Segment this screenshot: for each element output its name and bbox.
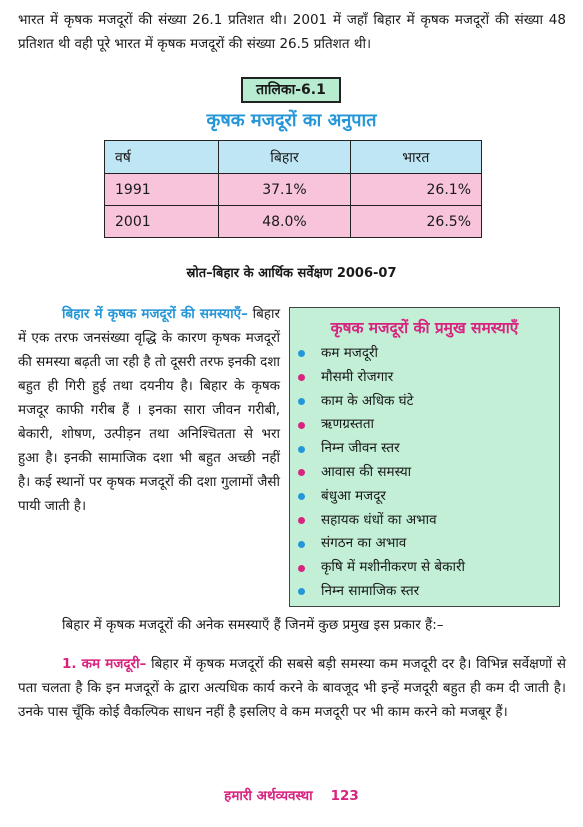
list-item: कम मजदूरी <box>298 342 559 366</box>
section-low-wages <box>18 652 566 724</box>
problems-heading: बिहार में कृषक मजदूरों की समस्याएँ– <box>62 306 248 322</box>
list-item: कृषि में मशीनीकरण से बेकारी <box>298 556 559 580</box>
bullet-icon <box>298 565 305 572</box>
table-cell: 2001 <box>105 206 219 238</box>
problems-box-title: कृषक मजदूरों की प्रमुख समस्याएँ <box>330 319 519 337</box>
table-header-row <box>105 141 482 174</box>
table-title: कृषक मजदूरों का अनुपात <box>206 110 377 131</box>
section-heading: 1. कम मजदूरी– <box>62 656 147 672</box>
table-cell: 26.1% <box>350 174 481 206</box>
bullet-icon <box>298 588 305 595</box>
list-item: बंधुआ मजदूर <box>298 485 559 509</box>
bullet-icon <box>298 350 305 357</box>
table-header-cell: भारत <box>350 141 481 174</box>
table-cell: 48.0% <box>219 206 350 238</box>
bullet-icon <box>298 422 305 429</box>
bullet-icon <box>298 517 305 524</box>
table-row <box>105 174 482 206</box>
problems-list <box>290 342 559 604</box>
list-item: काम के अधिक घंटे <box>298 390 559 414</box>
bullet-icon <box>298 446 305 453</box>
bullet-icon <box>298 493 305 500</box>
table-tag: तालिका-6.1 <box>241 77 341 103</box>
bullet-icon <box>298 469 305 476</box>
bullet-icon <box>298 541 305 548</box>
bullet-icon <box>298 398 305 405</box>
list-item: आवास की समस्या <box>298 461 559 485</box>
page-footer <box>0 786 583 804</box>
table-header-cell: वर्ष <box>105 141 219 174</box>
table-cell: 26.5% <box>350 206 481 238</box>
footer-title: हमारी अर्थव्यवस्था <box>224 788 313 804</box>
problems-paragraph <box>18 302 280 518</box>
list-item: मौसमी रोजगार <box>298 366 559 390</box>
problems-box <box>289 307 560 607</box>
table-cell: 1991 <box>105 174 219 206</box>
bullet-icon <box>298 374 305 381</box>
source-note: स्रोत–बिहार के आर्थिक सर्वेक्षण 2006-07 <box>186 266 397 281</box>
list-item: निम्न जीवन स्तर <box>298 437 559 461</box>
problems-text: बिहार में एक तरफ जनसंख्या वृद्धि के कारण कृषक मजदूरों की समस्या बढ़ती जा रही है तो दूसरी तरफ इनकी दशा बहुत ही गिरी हुई तथा दयनीय है। बिहार के कृषक मजदूर काफी गरीब हैं । इनका सारा जीवन गरीबी, बेकारी, शोषण, उत्पीड़न तथा अनिश्चितता से भरा हुआ है। इनकी सामाजिक दशा भी बहुत अच्छी नहीं है। कई स्थानों पर कृषक मजदूरों की दशा गुलामों जैसी पायी जाती है। <box>18 306 280 514</box>
data-table <box>104 140 482 238</box>
list-item: संगठन का अभाव <box>298 532 559 556</box>
list-item: ऋणग्रस्तता <box>298 413 559 437</box>
section-text: बिहार में कृषक मजदूरों की सबसे बड़ी समस्या कम मजदूरी दर है। विभिन्न सर्वेक्षणों से पता चलता है कि इन मजदूरों के द्वारा अत्यधिक कार्य करने के बावजूद भी इन्हें मजदूरी बहुत ही कम दी जाती है। उनके पास चूँकि कोई वैकल्पिक साधन नहीं है इसलिए वे कम मजदूरी पर भी काम करने को मजबूर हैं। <box>18 656 566 720</box>
transition-paragraph <box>18 613 566 637</box>
list-item: सहायक धंधों का अभाव <box>298 509 559 533</box>
table-header-cell: बिहार <box>219 141 350 174</box>
list-item: निम्न सामाजिक स्तर <box>298 580 559 604</box>
table-cell: 37.1% <box>219 174 350 206</box>
table-row <box>105 206 482 238</box>
transition-text: बिहार में कृषक मजदूरों की अनेक समस्याएँ हैं जिनमें कुछ प्रमुख इस प्रकार हैं:– <box>62 617 444 633</box>
page-number: 123 <box>330 788 359 804</box>
intro-paragraph: भारत में कृषक मजदूरों की संख्या 26.1 प्रतिशत थी। 2001 में जहाँ बिहार में कृषक मजदूरों की संख्या 48 प्रतिशत थी वही पूरे भारत में कृषक मजदूरों की संख्या 26.5 प्रतिशत थी। <box>18 12 566 52</box>
